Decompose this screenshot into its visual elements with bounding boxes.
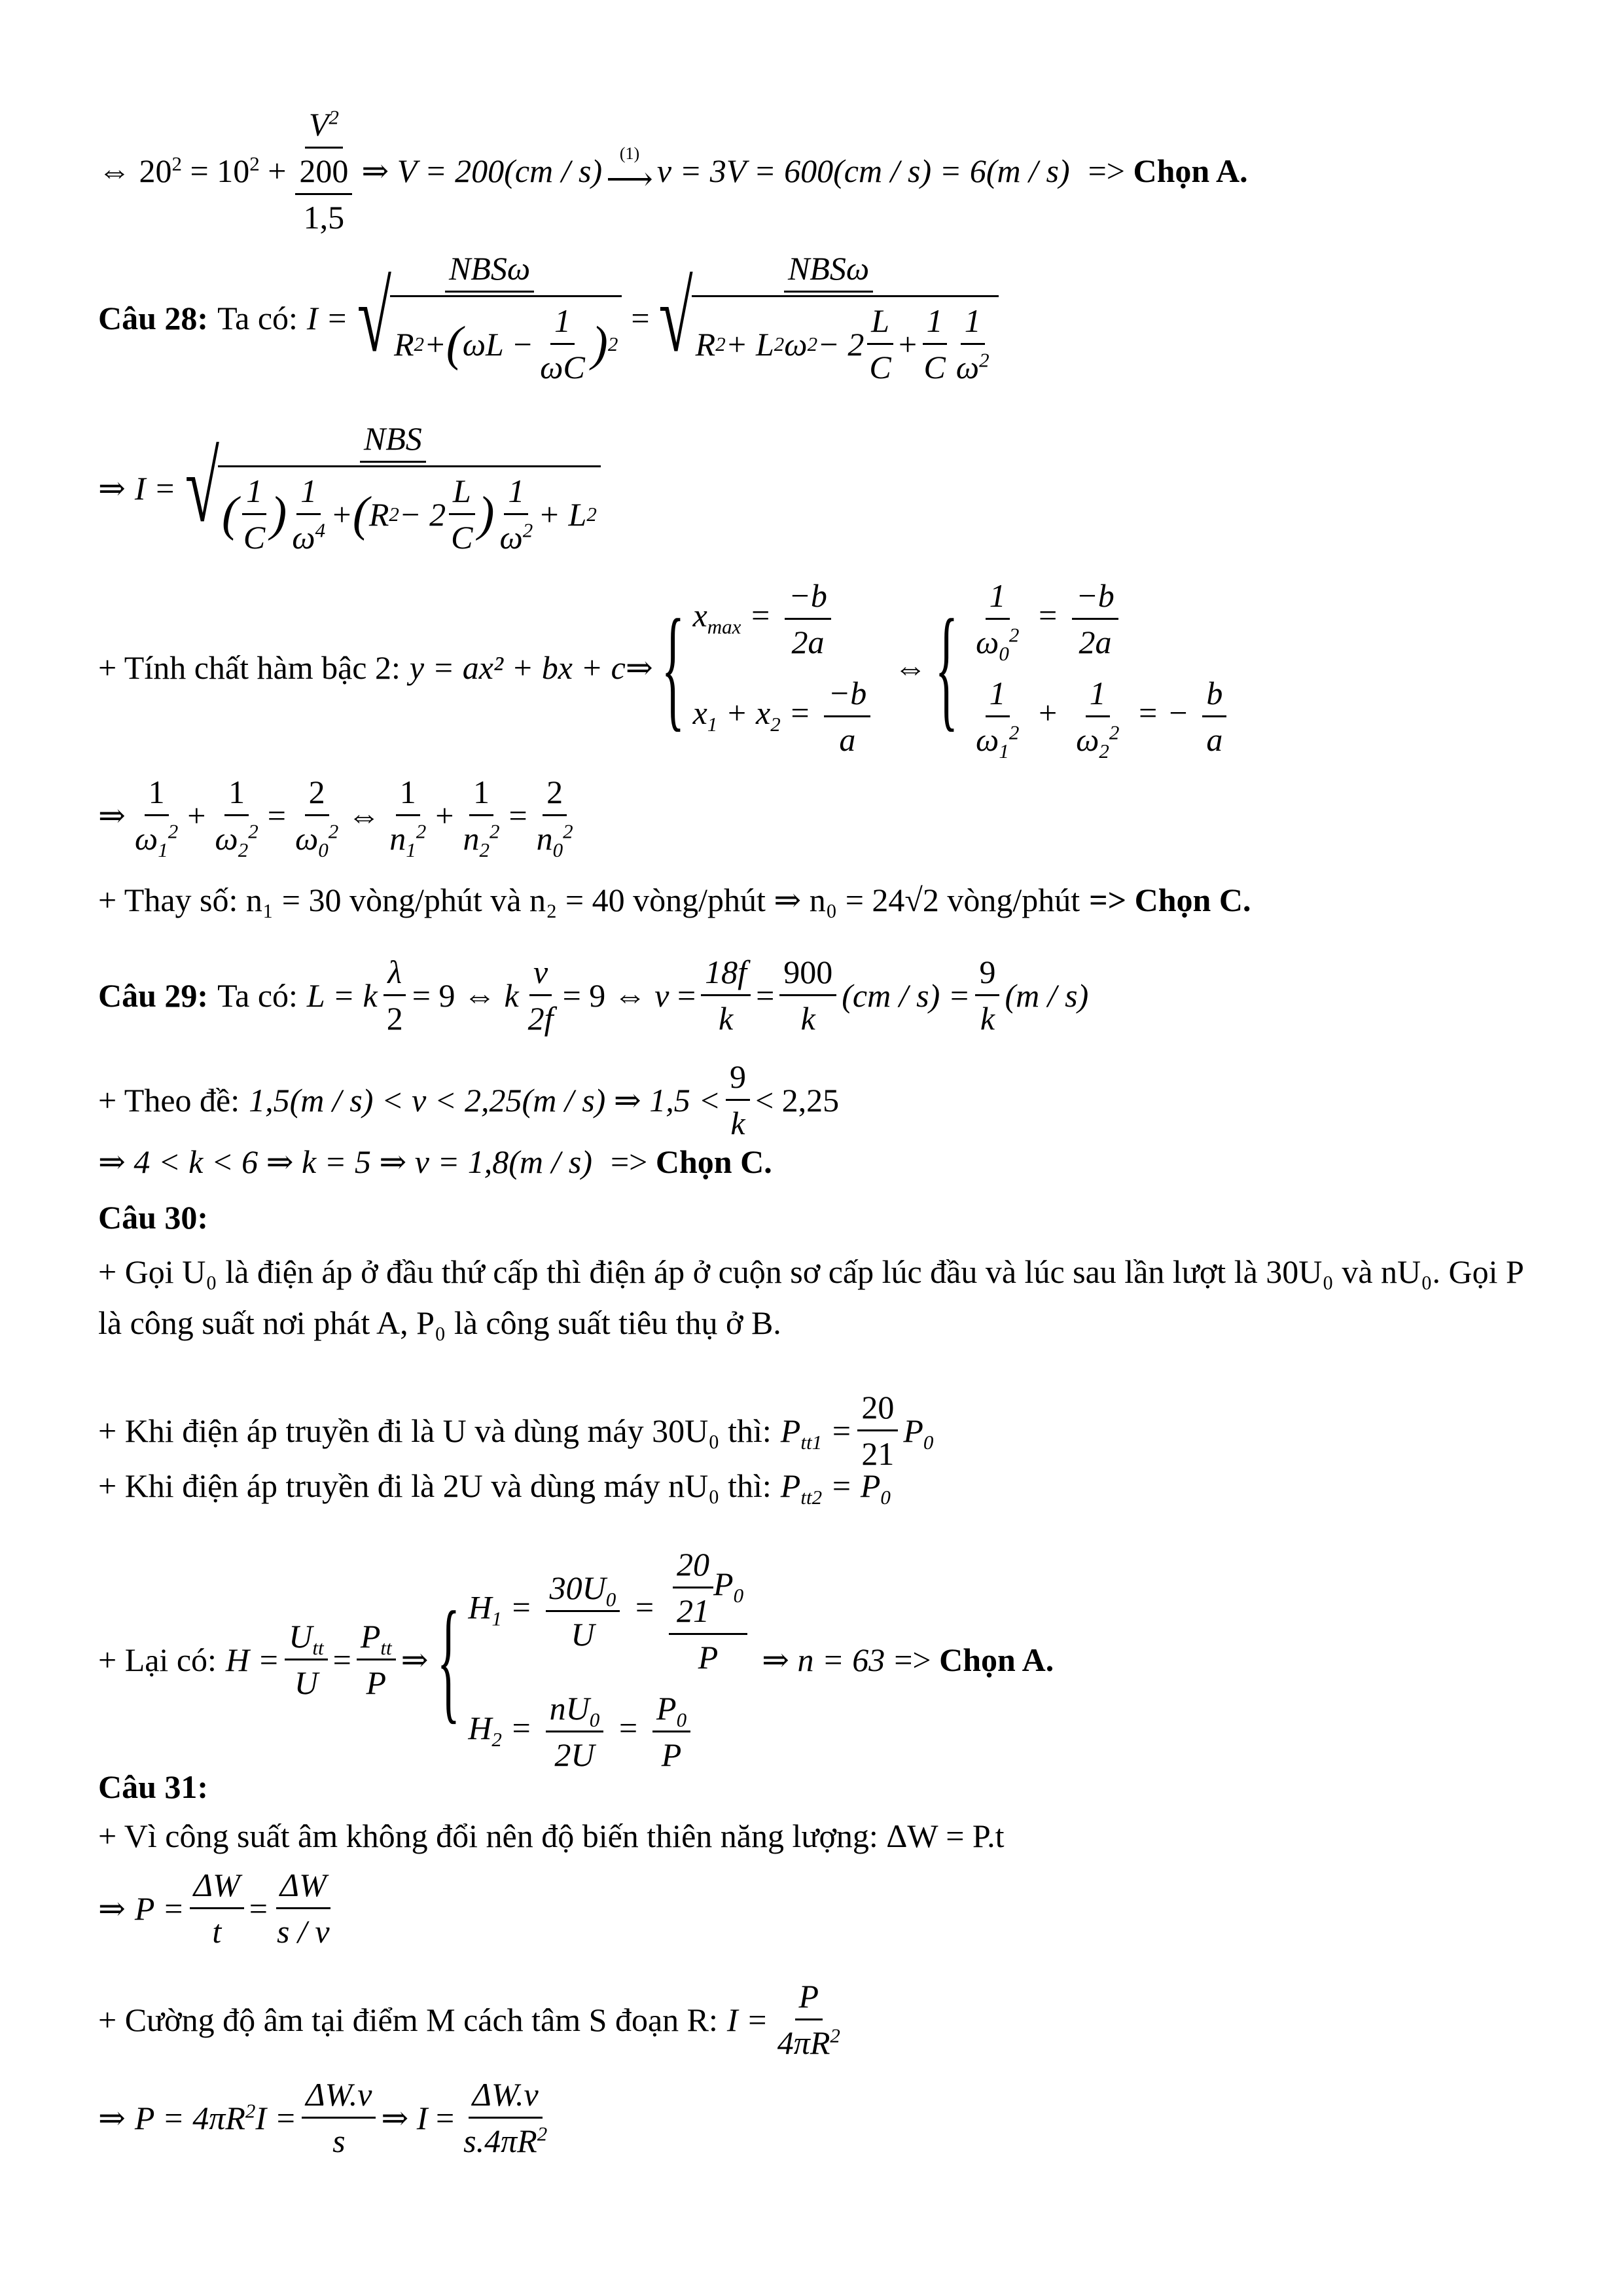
q30-line-3: + Khi điện áp truyền đi là 2U và dùng máy nU₀ thì: $P_{tt2} = P_0$ <box>98 1467 891 1509</box>
q31-line-4: ⇒ $P = 4\pi R^2I$ = $\frac{\Delta W.v}{s}$ ⇒ I = $\frac{\Delta W.v}{s.4\pi R^2}$ <box>98 2076 548 2159</box>
q28-line-1: Câu 28: Ta có: I = NBSω √ R 2 + ( ωL − $\frac{1}{\omega C}$ ) 2 = NBSω √ R 2 + L 2 ω 2 − 2 $\frac{L}{C}$ + $\frac{1}{C}$ $\frac{1}{\omega^2}$ <box>98 249 1008 387</box>
q29-line-2: + Theo đề: 1,5(m / s) < v < 2,25(m / s) ⇒ 1,5 < $\frac{9}{k}$ < 2,25 <box>98 1058 840 1141</box>
q28-label: Câu 28: <box>98 299 209 336</box>
q28-substitute: + Thay số: n₁ = 30 vòng/phút và n₂ = 40 vòng/phút ⇒ n₀ = 24√2 vòng/phút <box>98 882 1080 918</box>
q29-eq3: ⇒ 4 < k < 6 ⇒ k = 5 ⇒ v = 1,8(m / s) <box>98 1143 592 1180</box>
q31-label-line <box>98 1767 208 1806</box>
q28-system-omega: $\frac{1}{\omega_0^2}$ = $\frac{-b}{2a}$ $\frac{1}{\omega_1^2}$ + $\frac{1}{\omega_2^2}$ = − $\frac{b}{a}$ <box>967 576 1232 759</box>
q28-quadratic-line: + Tính chất hàm bậc 2: y = ax² + bx + c ⇒ { $x_{max}$ = $\frac{-b}{2a}$ $x_1 + x_2$ = $\frac{-b}{a}$ ⇔ { $\frac{1}{\omega_0^2}$ = $\frac{-b}{2a}$ $\frac{1}{\omega_1^2}$ + $\frac{1}{\omega_2^2}$ = − $\frac{b}{a}$ <box>98 576 1232 759</box>
velocity-choose: => Chọn A. <box>1088 152 1248 189</box>
q31-line-1 <box>98 1816 1005 1856</box>
q29-line-1: Câu 29: Ta có: L = k $\frac{\lambda}{2}$ = 9 ⇔ k $\frac{v}{2f}$ = 9 ⇔ v = $\frac{18f}{k}$ = $\frac{900}{k}$ (cm / s) = $\frac{9}{k}$ (m / s) <box>98 954 1089 1037</box>
q29-label: Câu 29: <box>98 977 209 1014</box>
q31-line-3: + Cường độ âm tại điểm M cách tâm S đoạn R: I = $\frac{P}{4\pi R^2}$ <box>98 1978 840 2061</box>
q29-choose: => Chọn C. <box>610 1143 772 1180</box>
q28-result-line: ⇒ $\frac{1}{\omega_1^2}$ + $\frac{1}{\omega_2^2}$ = $\frac{2}{\omega_0^2}$ ⇔ $\frac{1}{n_1^2}$ + $\frac{1}{n_2^2}$ = $\frac{2}{n_0^2}$ <box>98 774 573 861</box>
q29-intro: Ta có: <box>217 977 298 1014</box>
q30-label-line <box>98 1198 208 1237</box>
q30-system: $H_1$ = $\frac{30U_0}{U}$ = $\frac{20}{21}$ $P_0$ P $H_2$ = $\frac{nU_0}{2U}$ = $\frac{P_0}{P}$ <box>468 1545 753 1774</box>
q31-p1: + Vì công suất âm không đổi nên độ biến thiên năng lượng: ΔW = P.t <box>98 1818 1005 1854</box>
q28-line-2: ⇒ I = NBS √ ( $\frac{1}{C}$ ) $\frac{1}{\omega^4}$ + ( R 2 − 2 $\frac{L}{C}$ ) $\frac{1}{\omega^2}$ + L 2 <box>98 419 610 557</box>
q30-paragraph-1: + Gọi U₀ là điện áp ở đầu thứ cấp thì điện áp ở cuộn sơ cấp lúc đầu và lúc sau lần lượt là 30U₀ và nU₀. Gọi P là công suất nơi phát A, P₀ là công suất tiêu thụ ở B. <box>98 1253 1524 1341</box>
velocity-eq-mid: ⇒ V = 200(cm / s) <box>361 152 603 189</box>
q31-label: Câu 31: <box>98 1768 209 1805</box>
velocity-equation-line <box>98 105 1248 237</box>
velocity-eq-right: v = 3V = 600(cm / s) = 6(m / s) <box>656 152 1070 189</box>
q30-label: Câu 30: <box>98 1199 209 1236</box>
q30-p4: + Lại có: <box>98 1641 217 1678</box>
arrow-with-label: (1) ⟶ <box>606 144 653 197</box>
q28-quadratic-eq: y = ax² + bx + c <box>409 649 626 686</box>
q30-p2: + Khi điện áp truyền đi là U và dùng máy 30U₀ thì: <box>98 1412 772 1449</box>
q28-choose: => Chọn C. <box>1089 882 1251 918</box>
q28-substitute-line <box>98 880 1251 920</box>
velocity-eq-left: ⇔ $20^2 = 10^2$ + <box>98 152 287 189</box>
q30-line-2: + Khi điện áp truyền đi là U và dùng máy 30U₀ thì: $P_{tt1}$ = $\frac{20}{21}$ $P_0$ <box>98 1389 934 1472</box>
q30-choose: => Chọn A. <box>894 1641 1054 1678</box>
q28-intro: Ta có: <box>217 299 298 336</box>
q28-current-fraction-2: NBSω √ R 2 + L 2 ω 2 − 2 $\frac{L}{C}$ + $\frac{1}{C}$ $\frac{1}{\omega^2}$ <box>655 249 1003 387</box>
q28-current-fraction-1: NBSω √ R 2 + ( ωL − $\frac{1}{\omega C}$ ) 2 <box>353 249 626 387</box>
q31-line-2: ⇒ P = $\frac{\Delta W}{t}$ = $\frac{\Delta W}{s / v}$ <box>98 1867 330 1950</box>
q29-theo-de: + Theo đề: <box>98 1081 240 1119</box>
q28-current-fraction-3: NBS √ ( $\frac{1}{C}$ ) $\frac{1}{\omega^4}$ + ( R 2 − 2 $\frac{L}{C}$ ) $\frac{1}{\omega^2}$ + L 2 <box>181 419 605 557</box>
q28-quadratic-intro: + Tính chất hàm bậc 2: <box>98 649 401 686</box>
velocity-fraction: $\frac{V^2}{\frac{200}{1,5}}$ <box>291 105 356 237</box>
q28-system-x: $x_{max}$ = $\frac{-b}{2a}$ $x_1 + x_2$ = $\frac{-b}{a}$ <box>693 576 876 759</box>
arrow-label-text: (1) <box>619 144 640 164</box>
q29-line-3 <box>98 1142 772 1181</box>
q30-line-4: + Lại có: H = $\frac{U_{tt}}{U}$ = $\frac{P_{tt}}{P}$ ⇒ { $H_1$ = $\frac{30U_0}{U}$ = $\frac{20}{21}$ $P_0$ P $H_2$ = $\frac{nU_0}{2U}$ = $\frac{P_0}{P}$ ⇒ n = 63 => Chọn A. <box>98 1546 1054 1773</box>
q30-p3: + Khi điện áp truyền đi là 2U và dùng máy nU₀ thì: <box>98 1467 772 1504</box>
q31-p2: + Cường độ âm tại điểm M cách tâm S đoạn R: <box>98 2001 718 2038</box>
